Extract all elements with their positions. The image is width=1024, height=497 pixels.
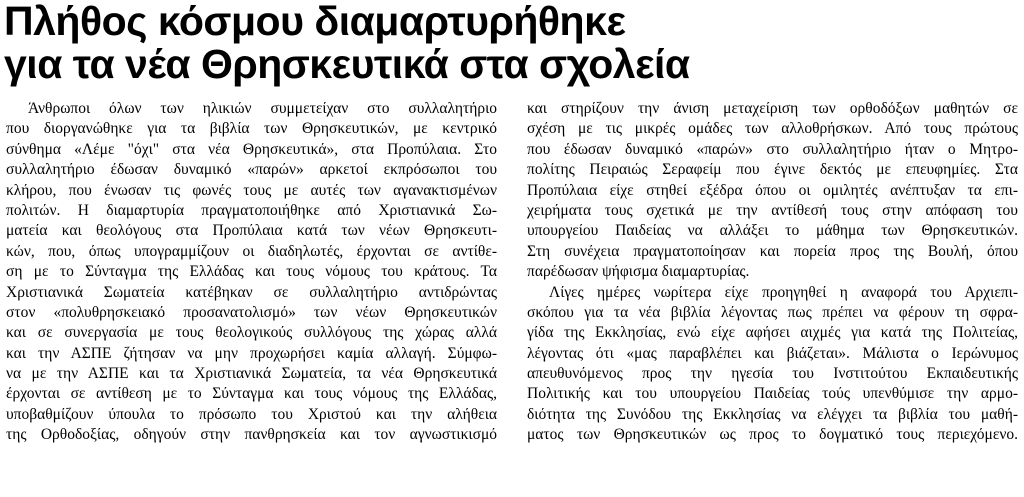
article-line: σχέση με τις μικρές ομάδες των αλλοθρήσκων. Από τους πρώτους — [527, 120, 1018, 138]
article-line: κλήρου, που ένωσαν τις φωνές τους με αυτές των αγανακτισμένων — [6, 181, 497, 199]
article-line: Λίγες ημέρες νωρίτερα είχε προηγηθεί η αναφορά του Αρχιεπι- — [549, 283, 1018, 301]
article-line: Χριστιανικά Σωματεία κατέβηκαν σε συλλαλητήριο αντιδρώντας — [6, 283, 497, 301]
article-line: διότητα της Συνόδου της Εκκλησίας να ελέγχει τα βιβλία του μαθή- — [527, 405, 1018, 423]
article-line: πολιτών. Η διαμαρτυρία πραγματοποιήθηκε από Χριστιανικά Σω- — [6, 201, 497, 219]
article-line: υπουργείου Παιδείας να αλλάξει το μάθημα των Θρησκευτικών. — [527, 222, 1018, 240]
article-line: χειρήματα τους σχετικά με την αντίθεσή τους στην απόφαση του — [527, 201, 1018, 219]
headline-line-1: Πλήθος κόσμου διαμαρτυρήθηκε — [4, 0, 626, 44]
article-line: και σε συνεργασία με τους θεολογικούς συλλόγους της χώρας αλλά — [6, 324, 497, 342]
article-line: γίδα της Εκκλησίας, ενώ είχε αφήσει αιχμές για κατά της Πολιτείας, — [527, 324, 1018, 342]
article-line: Άνθρωποι όλων των ηλικιών συμμετείχαν στο συλλαλητήριο — [28, 100, 497, 117]
headline — [4, 0, 1020, 86]
article-line: που έδωσαν δυναμικό «παρών» στο συλλαλητήριο ήταν ο Μητρο- — [527, 140, 1018, 158]
article-line: Πολιτικής και του υπουργείου Παιδείας τούς υπενθύμισε την αρμο- — [527, 385, 1018, 403]
article-line: πολίτης Πειραιώς Σεραφείμ που έγινε δεκτός με επευφημίες. Στα — [527, 161, 1018, 179]
article-line: στον «πολυθρησκειακό προσανατολισμό» των νέων Θρησκευτικών — [6, 303, 497, 321]
article-line: ση με το Σύνταγμα της Ελλάδας και τους νόμους του κράτους. Τα — [6, 263, 497, 281]
article-line: ματος των Θρησκευτικών ως προς το δογματικό τους περιεχόμενο. — [527, 426, 1018, 444]
article-line: έρχονται σε αντίθεση με το Σύνταγμα και τους νόμους της Ελλάδας, — [6, 385, 497, 403]
article-line: λέγοντας ότι «μας παραβλέπει και βιάζεται». Μάλιστα ο Ιερώνυμος — [527, 344, 1018, 362]
article-line: και την ΑΣΠΕ ζήτησαν να μην προχωρήσει καμία αλλαγή. Σύμφω- — [6, 344, 497, 362]
article-line: υποβαθμίζουν ύπουλα το πρόσωπο του Χριστού και την αλήθεια — [6, 405, 497, 423]
article-line: κών, που, όπως υπογραμμίζουν οι διαδηλωτές, έρχονται σε αντίθε- — [6, 242, 497, 260]
article-line: που διοργανώθηκε για τα βιβλία των Θρησκευτικών, με κεντρικό — [6, 120, 497, 138]
article-column-left — [6, 99, 497, 446]
article-line: σύνθημα «Λέμε "όχι" στα νέα Θρησκευτικά», στα Προπύλαια. Στο — [6, 140, 497, 158]
article-line: Προπύλαια είχε στηθεί εξέδρα όπου οι ομιλητές ανέπτυξαν τα επι- — [527, 181, 1018, 199]
article-line: παρέδωσαν ψήφισμα διαμαρτυρίας. — [527, 263, 750, 281]
article-line: να με την ΑΣΠΕ και τα Χριστιανικά Σωματεία, τα νέα Θρησκευτικά — [6, 365, 497, 383]
headline-line-2: για τα νέα Θρησκευτικά στα σχολεία — [4, 41, 690, 87]
article-line: Στη συνέχεια πραγματοποίησαν και πορεία προς της Βουλή, όπου — [527, 242, 1018, 260]
article-column-right — [527, 99, 1018, 446]
article-line: ματεία και θεολόγους στα Προπύλαια κατά των νέων Θρησκευτι- — [6, 222, 497, 240]
article-line: συλλαλητήριο έδωσαν δυναμικό «παρών» αρκετοί εκπρόσωποι του — [6, 161, 497, 179]
article-line: σκόπου για τα νέα βιβλία λέγοντας πως πρέπει να φέρουν τη σφρα- — [527, 303, 1018, 321]
article-line: της Ορθοδοξίας, οδηγούν στην πανθρησκεία και τον αγνωστικισμό — [6, 426, 497, 444]
article-line: απευθυνόμενος προς την ηγεσία του Ινστιτούτου Εκπαιδευτικής — [527, 365, 1018, 383]
article-line: και στηρίζουν την άνιση μεταχείριση των ορθοδόξων μαθητών σε — [527, 100, 1018, 117]
